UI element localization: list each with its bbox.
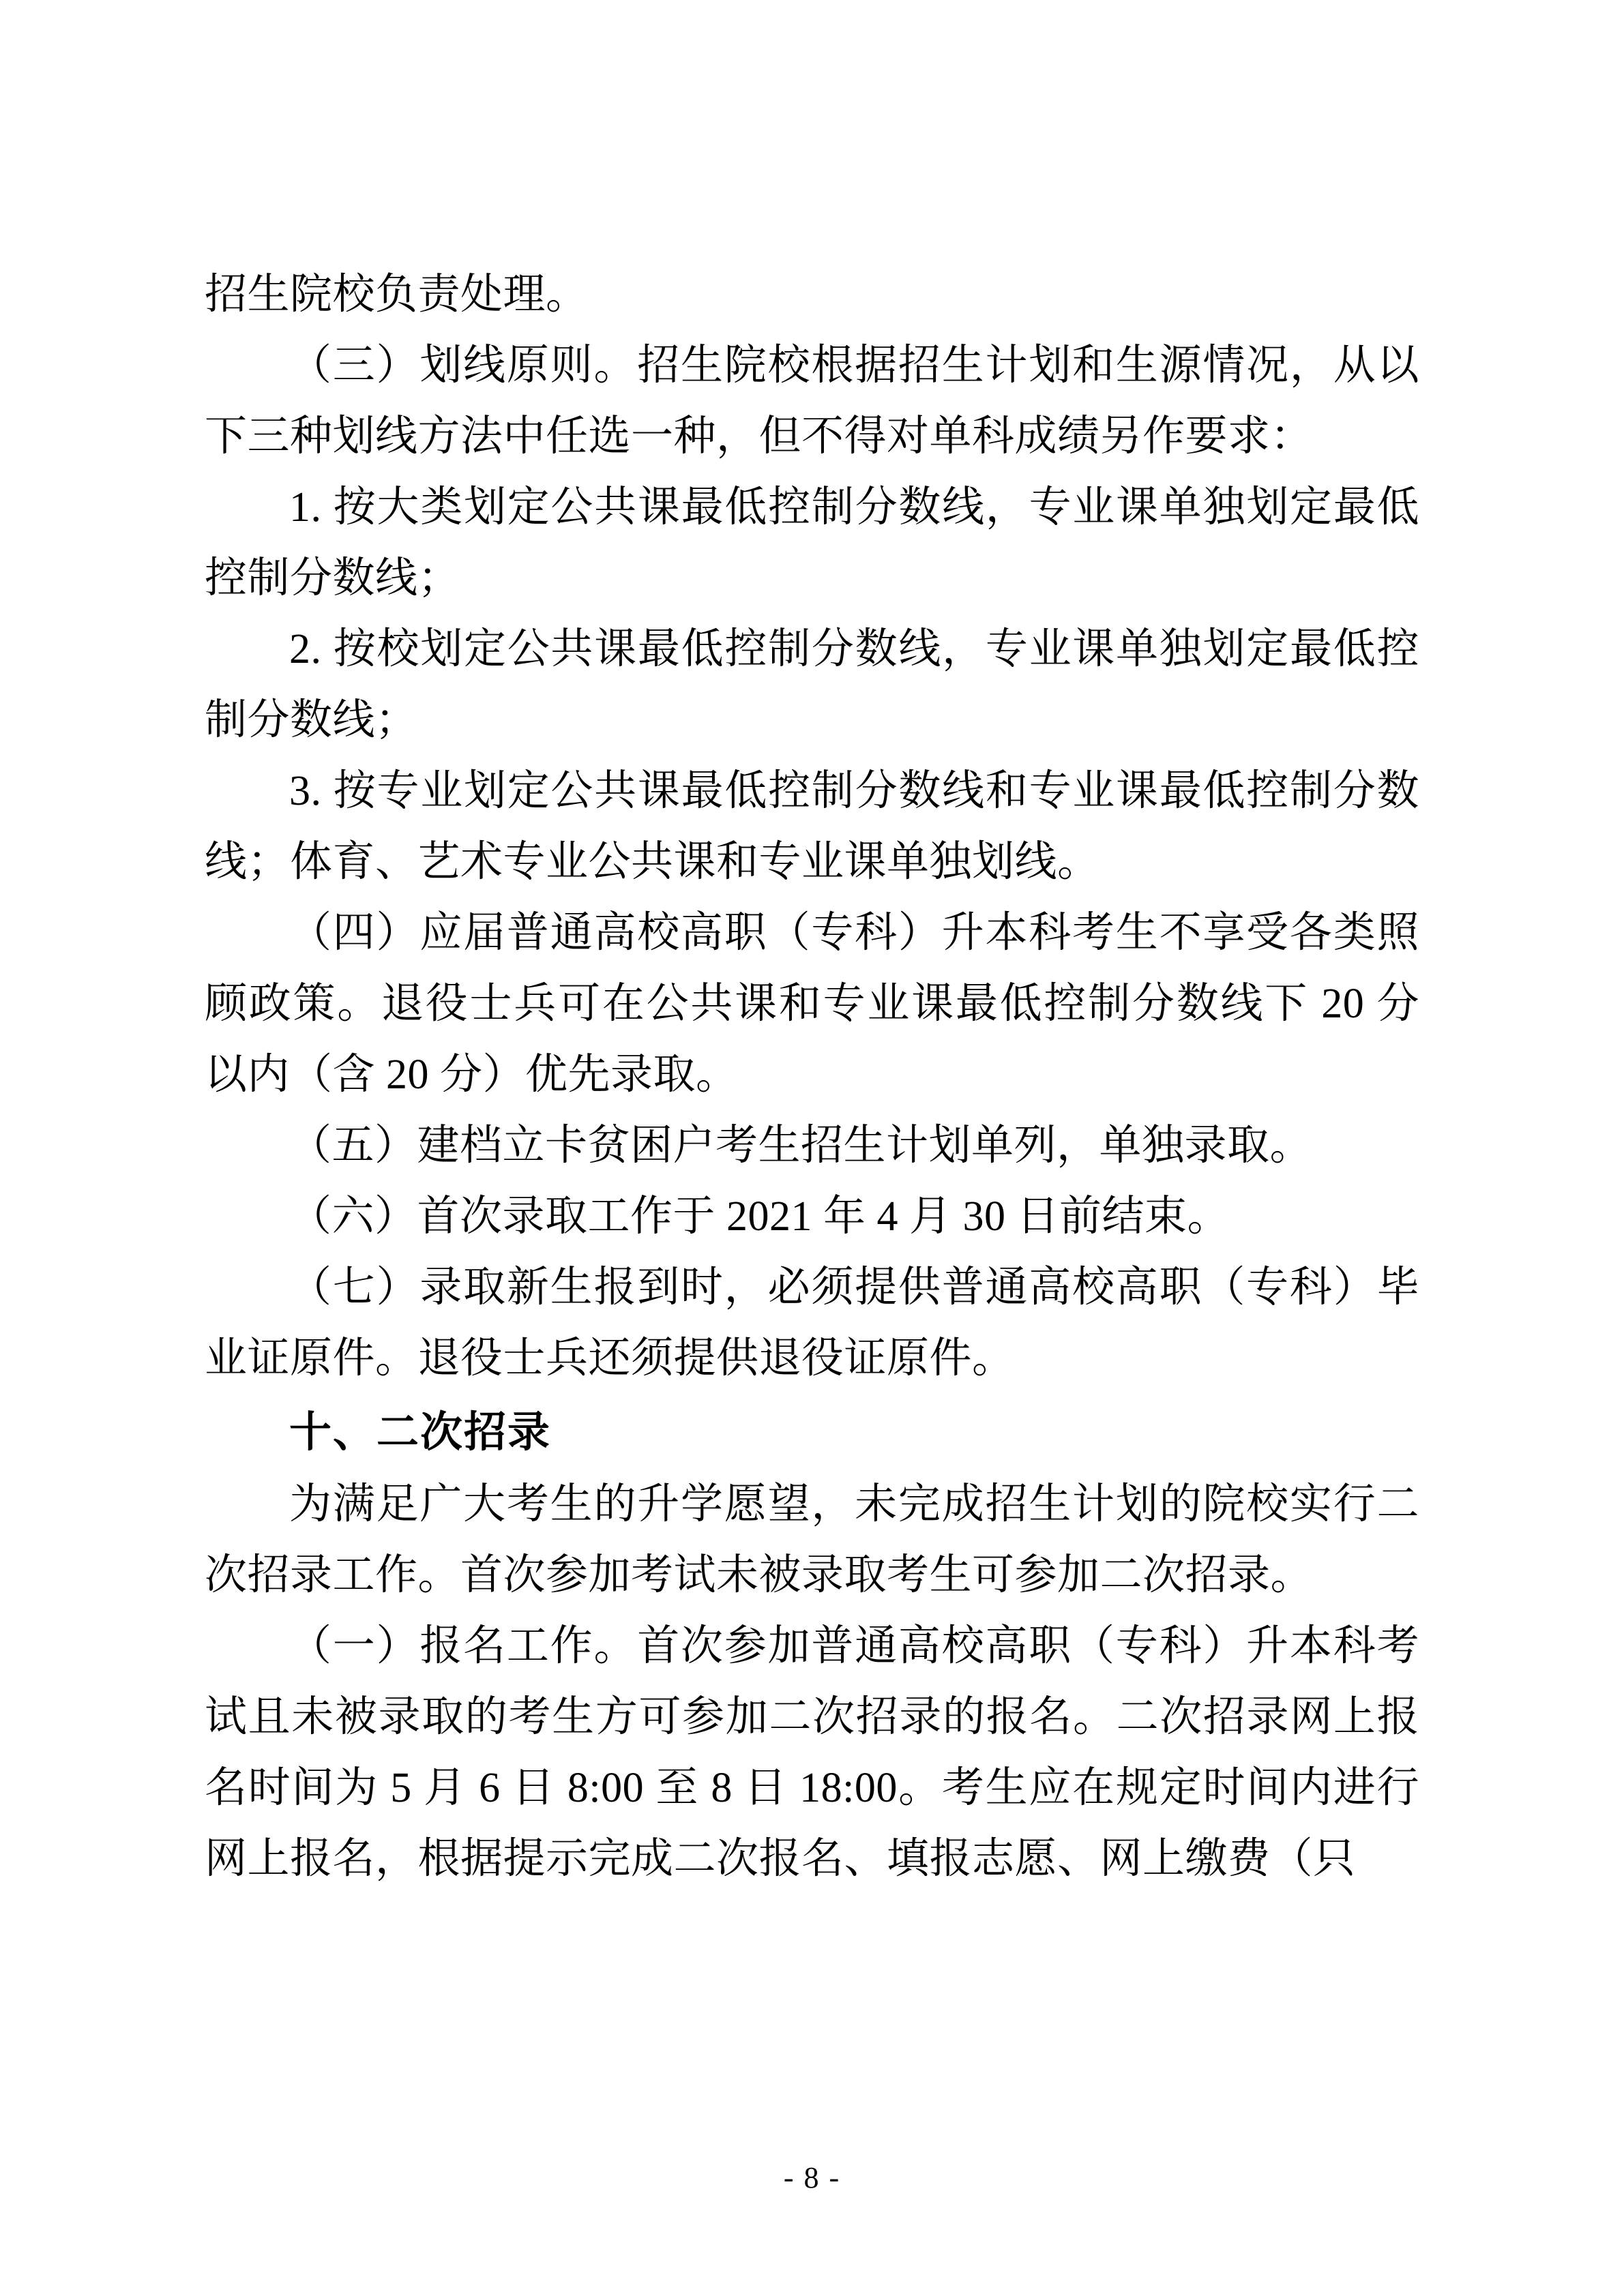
paragraph-item-3: 3. 按专业划定公共课最低控制分数线和专业课最低控制分数线；体育、艺术专业公共课和专业课单独划线。 bbox=[205, 768, 1419, 885]
paragraph-closing-line: 招生院校负责处理。 bbox=[205, 271, 589, 318]
paragraph-item-1: 1. 按大类划定公共课最低控制分数线，专业课单独划定最低控制分数线； bbox=[205, 484, 1419, 601]
paragraph-section-four: （四）应届普通高校高职（专科）升本科考生不享受各类照顾政策。退役士兵可在公共课和专业课最低控制分数线下 20 分以内（含 20 分）优先录取。 bbox=[205, 910, 1419, 1098]
paragraph-section-five: （五）建档立卡贫困户考生招生计划单列，单独录取。 bbox=[289, 1122, 1313, 1169]
page-number: - 8 - bbox=[783, 2161, 841, 2194]
section-heading-ten: 十、二次招录 bbox=[289, 1407, 552, 1457]
paragraph-section-three: （三）划线原则。招生院校根据招生计划和生源情况，从以下三种划线方法中任选一种，但不得对单科成绩另作要求： bbox=[205, 342, 1419, 460]
paragraph-section-seven: （七）录取新生报到时，必须提供普通高校高职（专科）毕业证原件。退役士兵还须提供退役证原件。 bbox=[205, 1264, 1419, 1382]
paragraph-registration-work: （一）报名工作。首次参加普通高校高职（专科）升本科考试且未被录取的考生方可参加二次招录的报名。二次招录网上报名时间为 5 月 6 日 8:00 至 8 日 18:00。考生应在规定时间内进行网上报名，根据提示完成二次报名、填报志愿、网上缴费（只 bbox=[205, 1623, 1419, 1882]
paragraph-item-2: 2. 按校划定公共课最低控制分数线，专业课单独划定最低控制分数线； bbox=[205, 626, 1419, 743]
paragraph-section-six: （六）首次录取工作于 2021 年 4 月 30 日前结束。 bbox=[289, 1193, 1230, 1240]
paragraph-second-recruitment-intro: 为满足广大考生的升学愿望，未完成招生计划的院校实行二次招录工作。首次参加考试未被录取考生可参加二次招录。 bbox=[205, 1481, 1419, 1598]
